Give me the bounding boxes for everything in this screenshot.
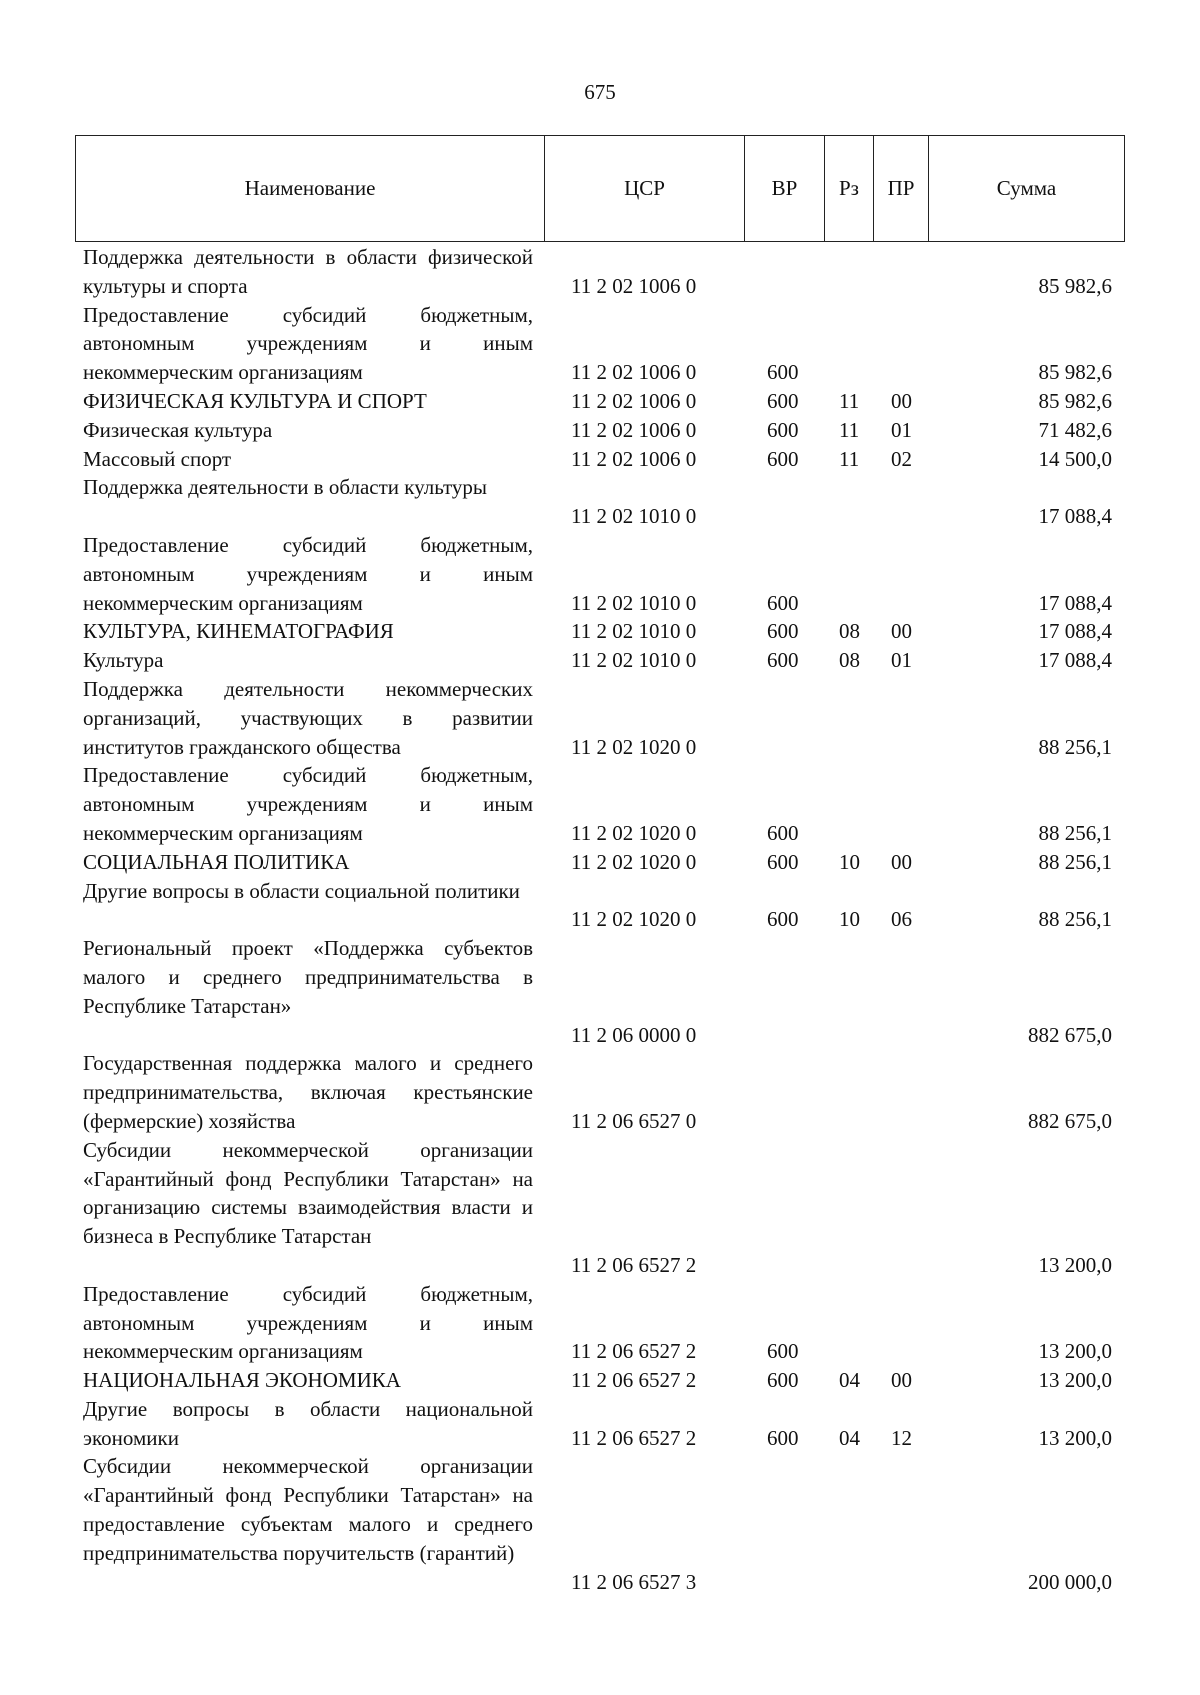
row-vr: 600 — [767, 1368, 799, 1393]
row-name: Поддержка деятельности в области физической культуры и спорта — [83, 245, 533, 298]
row-pr: 01 — [891, 648, 912, 673]
row-sum: 88 256,1 — [1038, 907, 1112, 932]
row-name: Субсидии некоммерческой организации «Гарантийный фонд Республики Татарстан» на организацию системы взаимодействия власти и бизнеса в Республике Татарстан — [83, 1137, 533, 1249]
row-sum: 200 000,0 — [1028, 1569, 1112, 1594]
row-name: Региональный проект «Поддержка субъектов малого и среднего предпринимательства в Республике Татарстан» — [83, 936, 533, 1018]
row-sum: 17 088,4 — [1038, 648, 1112, 673]
table-row — [0, 416, 1200, 445]
row-csr: 11 2 06 6527 2 — [571, 1425, 697, 1450]
header-csr: ЦСР — [545, 136, 745, 241]
table-row — [0, 617, 1200, 646]
row-csr: 11 2 06 6527 0 — [571, 1108, 697, 1133]
row-rz: 08 — [839, 648, 860, 673]
row-csr: 11 2 02 1020 0 — [571, 734, 697, 759]
row-pr: 01 — [891, 417, 912, 442]
row-pr: 12 — [891, 1425, 912, 1450]
row-csr: 11 2 02 1010 0 — [571, 619, 697, 644]
header-name: Наименование — [76, 136, 545, 241]
row-name: Предоставление субсидий бюджетным, автономным учреждениям и иным некоммерческим организациям — [83, 1281, 533, 1364]
row-vr: 600 — [767, 820, 799, 845]
row-csr: 11 2 06 6527 2 — [571, 1252, 697, 1277]
table-row — [0, 445, 1200, 474]
table-row — [0, 1452, 1200, 1596]
row-pr: 06 — [891, 907, 912, 932]
table-row — [0, 848, 1200, 877]
row-csr: 11 2 02 1010 0 — [571, 504, 697, 529]
row-name: Культура — [83, 648, 164, 673]
row-name: Другие вопросы в области социальной политики — [83, 878, 520, 903]
row-name: Поддержка деятельности в области культуры — [83, 475, 488, 500]
row-rz: 11 — [839, 388, 860, 413]
table-header — [75, 135, 1125, 242]
table-row — [0, 531, 1200, 617]
row-vr: 600 — [767, 619, 799, 644]
row-sum: 17 088,4 — [1038, 590, 1112, 615]
row-sum: 88 256,1 — [1038, 849, 1112, 874]
row-pr: 00 — [891, 849, 912, 874]
row-csr: 11 2 02 1020 0 — [571, 849, 697, 874]
row-sum: 17 088,4 — [1038, 504, 1112, 529]
page-number: 675 — [584, 80, 616, 104]
table-row — [0, 301, 1200, 387]
row-rz: 08 — [839, 619, 860, 644]
table-row — [0, 934, 1200, 1049]
row-name: Поддержка деятельности некоммерческих организаций, участвующих в развитии институтов гражданского общества — [83, 676, 533, 759]
table-row — [0, 1136, 1200, 1280]
row-vr: 600 — [767, 907, 799, 932]
table-row — [0, 1395, 1200, 1453]
table-row — [0, 1366, 1200, 1395]
row-sum: 17 088,4 — [1038, 619, 1112, 644]
row-name: Предоставление субсидий бюджетным, автономным учреждениям и иным некоммерческим организациям — [83, 532, 533, 615]
table-row — [0, 877, 1200, 935]
row-rz: 10 — [839, 907, 860, 932]
row-sum: 13 200,0 — [1038, 1339, 1112, 1364]
row-vr: 600 — [767, 388, 799, 413]
row-csr: 11 2 02 1020 0 — [571, 907, 697, 932]
row-pr: 00 — [891, 388, 912, 413]
row-csr: 11 2 06 6527 3 — [571, 1569, 697, 1594]
table-row — [0, 646, 1200, 675]
row-csr: 11 2 06 6527 2 — [571, 1339, 697, 1364]
row-name: НАЦИОНАЛЬНАЯ ЭКОНОМИКА — [83, 1368, 401, 1393]
table-row — [0, 387, 1200, 416]
row-vr: 600 — [767, 849, 799, 874]
row-vr: 600 — [767, 1339, 799, 1364]
row-sum: 71 482,6 — [1038, 417, 1112, 442]
row-csr: 11 2 02 1006 0 — [571, 273, 697, 298]
row-vr: 600 — [767, 1425, 799, 1450]
row-sum: 882 675,0 — [1028, 1022, 1112, 1047]
row-csr: 11 2 02 1006 0 — [571, 360, 697, 385]
table-row — [0, 675, 1200, 761]
row-csr: 11 2 02 1006 0 — [571, 417, 697, 442]
row-sum: 14 500,0 — [1038, 446, 1112, 471]
row-sum: 85 982,6 — [1038, 388, 1112, 413]
row-csr: 11 2 02 1006 0 — [571, 388, 697, 413]
table-row — [0, 1049, 1200, 1135]
row-name: Предоставление субсидий бюджетным, автономным учреждениям и иным некоммерческим организациям — [83, 763, 533, 845]
row-vr: 600 — [767, 648, 799, 673]
row-vr: 600 — [767, 417, 799, 442]
row-csr: 11 2 02 1006 0 — [571, 446, 697, 471]
row-sum: 882 675,0 — [1028, 1108, 1112, 1133]
row-name: Государственная поддержка малого и среднего предпринимательства, включая крестьянские (фермерские) хозяйства — [83, 1051, 533, 1133]
row-sum: 85 982,6 — [1038, 273, 1112, 298]
row-rz: 11 — [839, 446, 860, 471]
row-rz: 04 — [839, 1425, 860, 1450]
table-body — [0, 243, 1200, 1596]
table-row — [0, 473, 1200, 531]
row-vr: 600 — [767, 590, 799, 615]
row-sum: 88 256,1 — [1038, 820, 1112, 845]
row-vr: 600 — [767, 360, 799, 385]
row-name: СОЦИАЛЬНАЯ ПОЛИТИКА — [83, 849, 350, 874]
row-csr: 11 2 02 1020 0 — [571, 820, 697, 845]
row-csr: 11 2 06 6527 2 — [571, 1368, 697, 1393]
header-sum: Сумма — [996, 176, 1057, 200]
row-pr: 00 — [891, 1368, 912, 1393]
row-name: КУЛЬТУРА, КИНЕМАТОГРАФИЯ — [83, 619, 394, 644]
row-sum: 13 200,0 — [1038, 1368, 1112, 1393]
table-row — [0, 761, 1200, 847]
row-name: Предоставление субсидий бюджетным, автономным учреждениям и иным некоммерческим организациям — [83, 302, 533, 385]
header-rz: Рз — [825, 136, 874, 241]
row-csr: 11 2 02 1010 0 — [571, 648, 697, 673]
row-name: Субсидии некоммерческой организации «Гарантийный фонд Республики Татарстан» на предоставление субъектам малого и среднего предпринимательства поручительств (гарантий) — [83, 1454, 533, 1565]
row-rz: 11 — [839, 417, 860, 442]
header-vr: ВР — [745, 136, 825, 241]
row-rz: 10 — [839, 849, 860, 874]
row-vr: 600 — [767, 446, 799, 471]
row-pr: 00 — [891, 619, 912, 644]
row-name: Массовый спорт — [83, 446, 232, 471]
header-pr: ПР — [874, 136, 929, 241]
row-sum: 13 200,0 — [1038, 1252, 1112, 1277]
row-rz: 04 — [839, 1368, 860, 1393]
row-name: Другие вопросы в области национальной экономики — [83, 1396, 533, 1450]
row-sum: 85 982,6 — [1038, 360, 1112, 385]
row-name: ФИЗИЧЕСКАЯ КУЛЬТУРА И СПОРТ — [83, 388, 427, 413]
table-row — [0, 1280, 1200, 1366]
row-sum: 13 200,0 — [1038, 1425, 1112, 1450]
table-row — [0, 243, 1200, 301]
row-csr: 11 2 02 1010 0 — [571, 590, 697, 615]
row-csr: 11 2 06 0000 0 — [571, 1022, 697, 1047]
row-sum: 88 256,1 — [1038, 734, 1112, 759]
row-name: Физическая культура — [83, 417, 273, 442]
row-pr: 02 — [891, 446, 912, 471]
